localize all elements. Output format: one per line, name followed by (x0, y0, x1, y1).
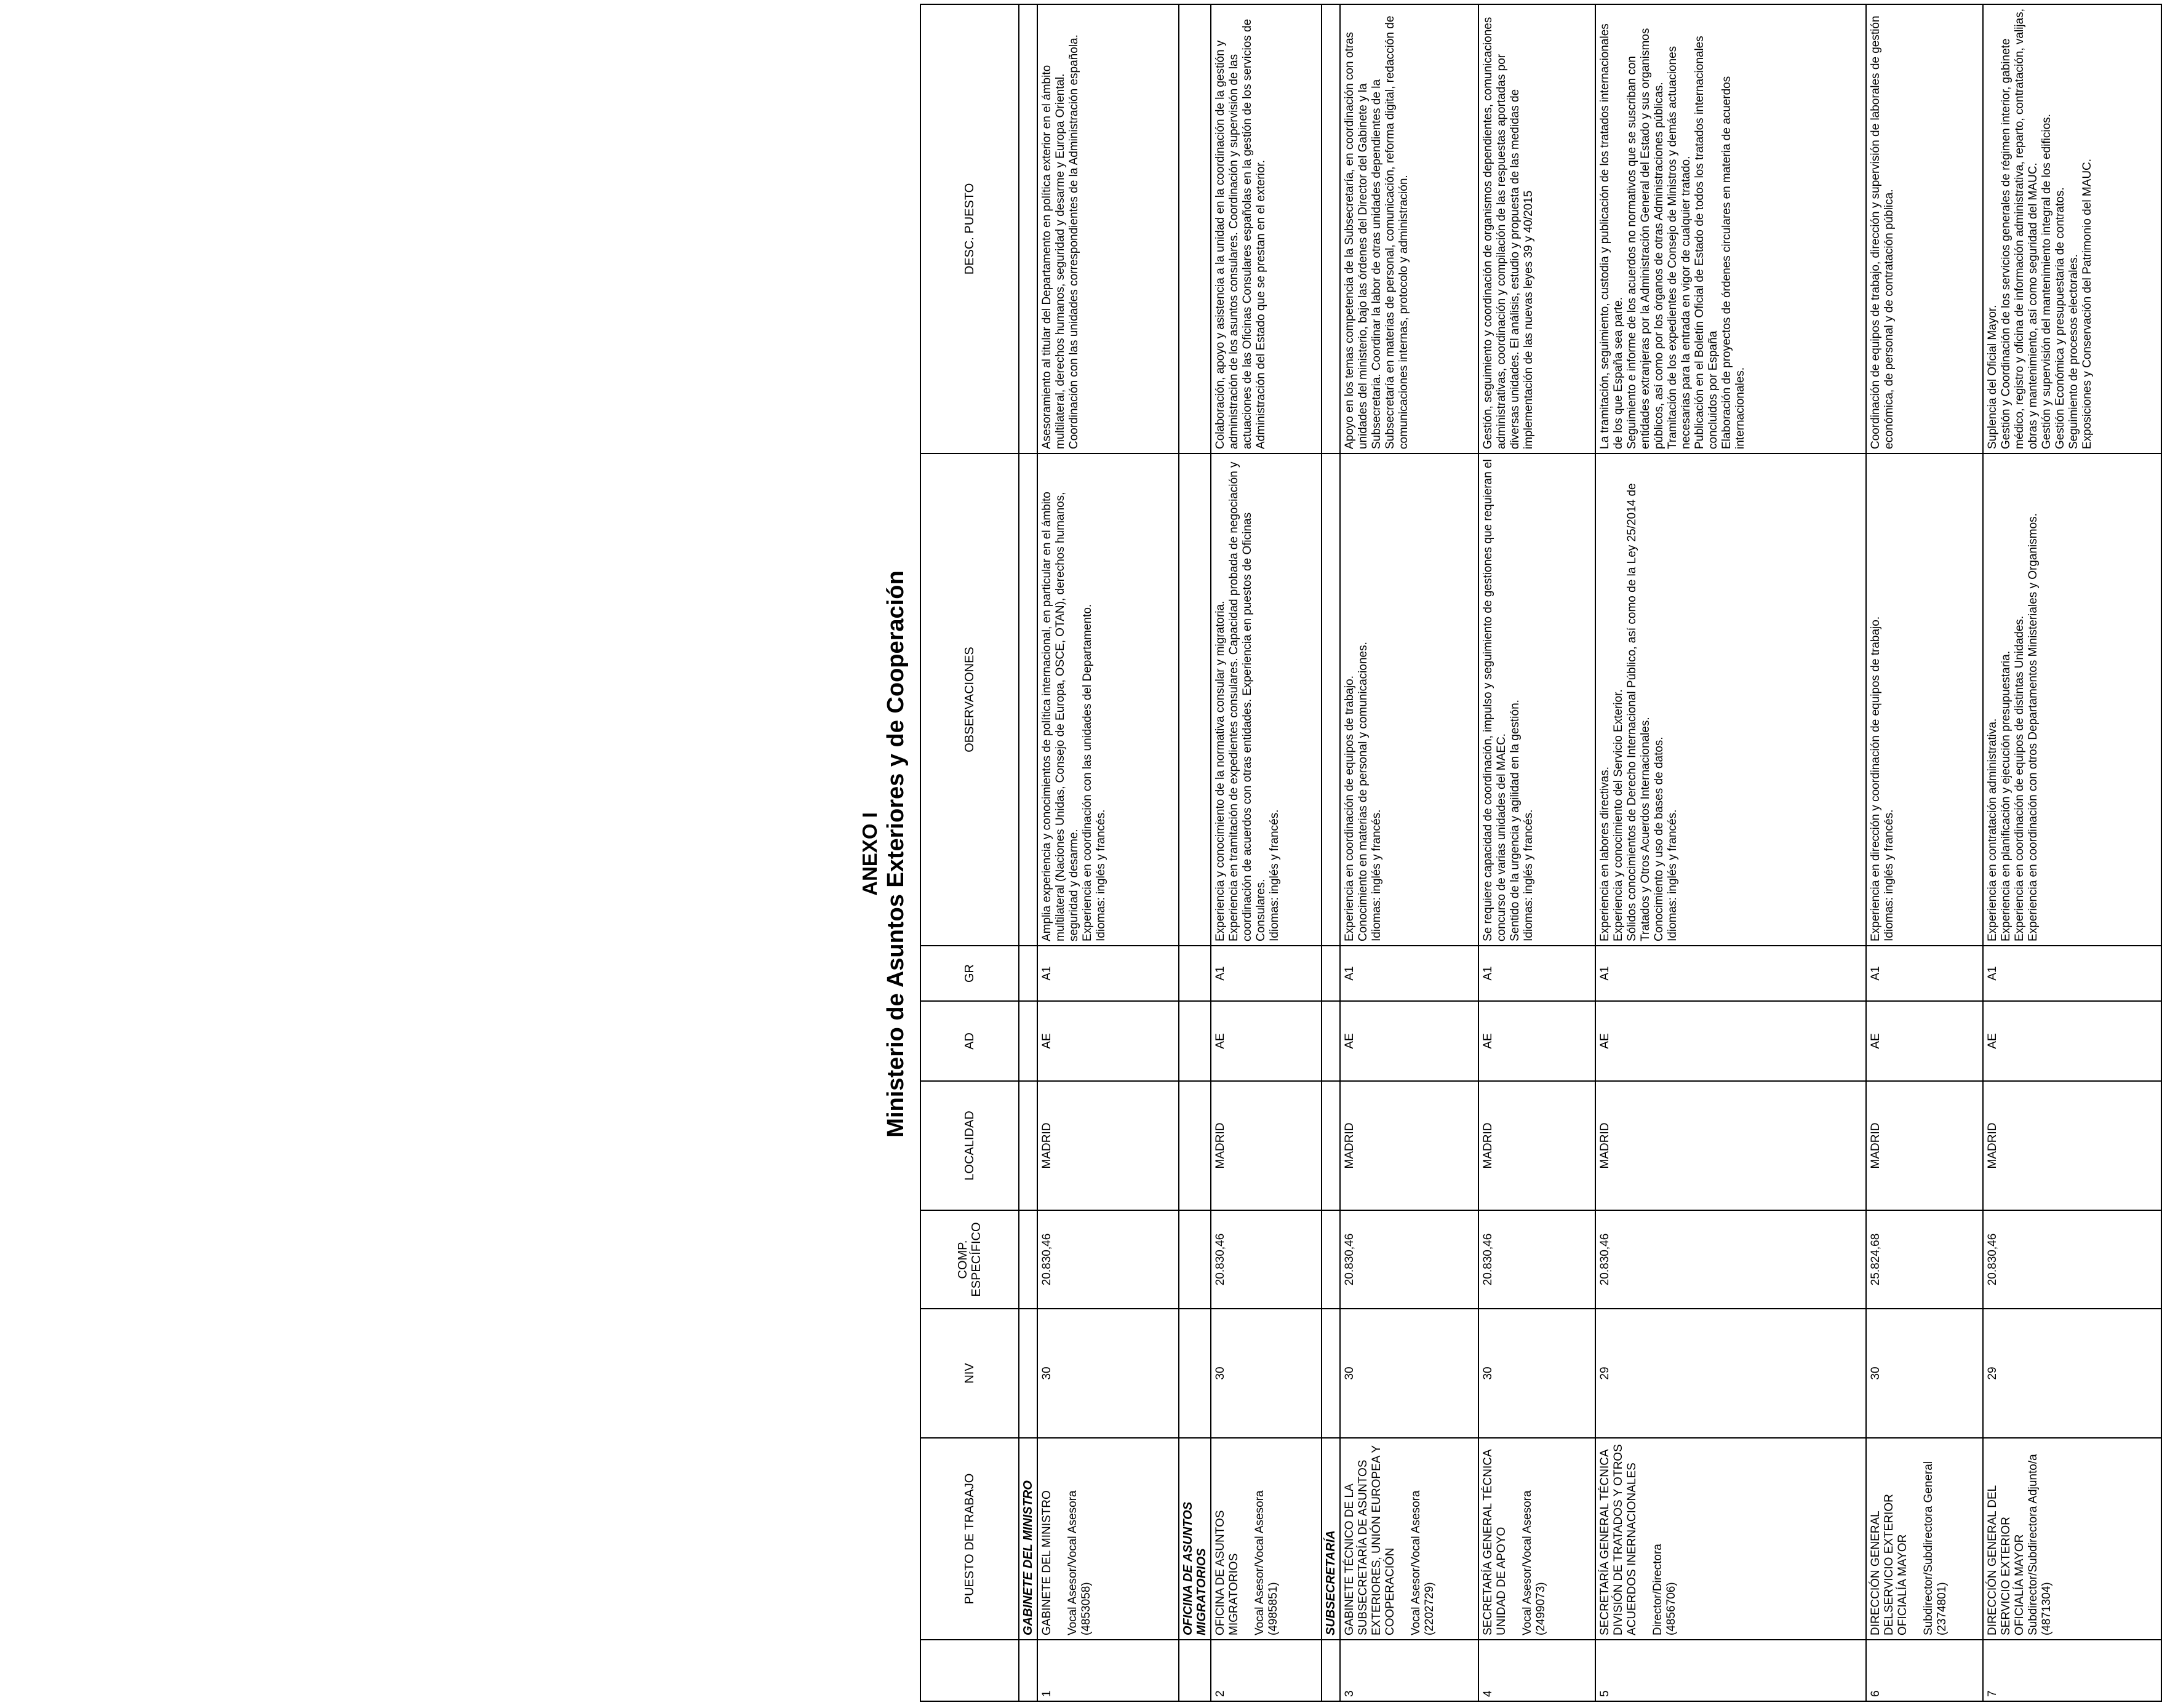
section-num-cell (1179, 1640, 1211, 1701)
row-number: 6 (1866, 1640, 1983, 1701)
localidad-value: MADRID (1595, 1081, 1866, 1210)
comp-value: 25.824,68 (1866, 1210, 1983, 1309)
puesto-cell (1211, 1438, 1322, 1640)
col-header-gr: GR (920, 946, 1019, 1001)
localidad-value: MADRID (1340, 1081, 1478, 1210)
section-empty-cell (1322, 1081, 1340, 1210)
obs-value: Experiencia en labores directivas. Experiencia y conocimiento del Servicio Exterior. Sólidos conocimientos de Derecho Internacional Público, así como de la Ley 25/2014 de Tratados y Otros Acuerdos Internacionales. Conocimiento y uso de bases de datos. Idiomas: inglés y francés. (1595, 453, 1866, 946)
niv-value: 30 (1340, 1309, 1478, 1438)
localidad-value: MADRID (1866, 1081, 1983, 1210)
desc-value: Coordinación de equipos de trabajo, dirección y supervisión de laborales de gestión económica, de personal y de contratación pública. (1866, 4, 1983, 453)
section-empty-cell (1322, 1210, 1340, 1309)
post-name: Subdirector/Subdirectora General (2374801) (1922, 1461, 1949, 1635)
post-name: Vocal Asesor/Vocal Asesora (2499073) (1521, 1490, 1547, 1635)
row-number: 1 (1037, 1640, 1179, 1701)
table-row (1340, 4, 1478, 1701)
unit-name: GABINETE TÉCNICO DE LA SUBSECRETARÍA DE ASUNTOS EXTERIORES, UNIÓN EUROPEA Y COOPERACIÓN (1343, 1445, 1397, 1635)
niv-value: 30 (1211, 1309, 1322, 1438)
col-header-ad: AD (920, 1001, 1019, 1081)
unit-name: SECRETARÍA GENERAL TÉCNICA DIVISIÓN DE TRATADOS Y OTROS ACUERDOS INERNACIONALES (1598, 1444, 1638, 1635)
unit-name: DIRECCIÓN GENERAL DELSERVICIO EXTERIOR OFICIALÍA MAYOR (1869, 1494, 1909, 1635)
gr-value: A1 (1340, 946, 1478, 1001)
col-header-desc: DESC. PUESTO (920, 4, 1019, 453)
section-empty-cell (1019, 1309, 1037, 1438)
unit-name: GABINETE DEL MINISTRO (1040, 1490, 1053, 1635)
gr-value: A1 (1595, 946, 1866, 1001)
ad-value: AE (1983, 1001, 2161, 1081)
niv-value: 30 (1037, 1309, 1179, 1438)
ad-value: AE (1211, 1001, 1322, 1081)
ministry-title: Ministerio de Asuntos Exteriores y de Cooperación (883, 570, 909, 1138)
section-empty-cell (1179, 1210, 1211, 1309)
section-num-cell (1322, 1640, 1340, 1701)
ad-value: AE (1340, 1001, 1478, 1081)
desc-value: La tramitación, seguimiento, custodia y publicación de los tratados internacionales de los que España sea parte. Seguimiento e informe de los acuerdos no normativos que se suscriban con entidades extranjeras por la Administración General del Estado y sus organismos públicos, así como por los órganos de otras Administraciones públicas. Tramitación de los expedientes de Consejo de Ministros y demás actuaciones necesarias para la entrada en vigor de cualquier tratado. Publicación en el Boletín Oficial de Estado de todos los tratados internacionales concluidos por España Elaboración de proyectos de órdenes circulares en materia de acuerdos internacionales. (1595, 4, 1866, 453)
localidad-value: MADRID (1037, 1081, 1179, 1210)
section-row (1019, 4, 1037, 1701)
row-number: 2 (1211, 1640, 1322, 1701)
table-row (1595, 4, 1866, 1701)
row-number: 7 (1983, 1640, 2161, 1701)
localidad-value: MADRID (1983, 1081, 2161, 1210)
localidad-value: MADRID (1478, 1081, 1595, 1210)
comp-value: 20.830,46 (1211, 1210, 1322, 1309)
niv-value: 30 (1478, 1309, 1595, 1438)
desc-value: Colaboración, apoyo y asistencia a la unidad en la coordinación de la gestión y administración de los asuntos consulares. Coordinación y supervisión de las actuaciones de las Oficinas Consulares españolas en la gestión de los servicios de Administración del Estado que se prestan en el exterior. (1211, 4, 1322, 453)
puesto-cell (1866, 1438, 1983, 1640)
ad-value: AE (1037, 1001, 1179, 1081)
gr-value: A1 (1866, 946, 1983, 1001)
section-empty-cell (1019, 1210, 1037, 1309)
col-header-obs: OBSERVACIONES (920, 453, 1019, 946)
annex-title: ANEXO I (858, 812, 881, 896)
section-empty-cell (1019, 1081, 1037, 1210)
obs-value: Experiencia en coordinación de equipos de trabajo. Conocimiento en materias de personal y comunicaciones. Idiomas: inglés y francés. (1340, 453, 1478, 946)
post-name: Vocal Asesor/Vocal Asesora (4853058) (1066, 1490, 1093, 1635)
comp-value: 20.830,46 (1478, 1210, 1595, 1309)
section-empty-cell (1179, 4, 1211, 453)
post-name: Subdirector/Subdirectora Adjunto/a (4871304) (2027, 1454, 2053, 1635)
gr-value: A1 (1211, 946, 1322, 1001)
puesto-cell (1037, 1438, 1179, 1640)
puesto-cell (1478, 1438, 1595, 1640)
positions-table (920, 4, 2162, 1702)
unit-name: SECRETARÍA GENERAL TÉCNICA UNIDAD DE APOYO (1482, 1449, 1508, 1635)
niv-value: 30 (1866, 1309, 1983, 1438)
post-name: Director/Directora (4856706) (1651, 1544, 1678, 1635)
puesto-cell (1595, 1438, 1866, 1640)
section-empty-cell (1179, 1081, 1211, 1210)
table-header-row (920, 4, 1019, 1701)
obs-value: Se requiere capacidad de coordinación, impulso y seguimiento de gestiones que requieran el concurso de varias unidades del MAEC. Sentido de la urgencia y agilidad en la gestión. Idiomas: inglés y francés. (1478, 453, 1595, 946)
desc-value: Gestión, seguimiento y coordinación de organismos dependientes, comunicaciones administrativas, coordinación y compilación de las respuestas aportadas por diversas unidades. El análisis, estudio y propuesta de las medidas de implementación de las nuevas leyes 39 y 40/2015 (1478, 4, 1595, 453)
comp-value: 20.830,46 (1037, 1210, 1179, 1309)
section-empty-cell (1322, 1001, 1340, 1081)
section-empty-cell (1322, 946, 1340, 1001)
niv-value: 29 (1983, 1309, 2161, 1438)
col-header-num (920, 1640, 1019, 1701)
section-empty-cell (1322, 1309, 1340, 1438)
puesto-cell (1983, 1438, 2161, 1640)
obs-value: Experiencia y conocimiento de la normativa consular y migratoria. Experiencia en tramitación de expedientes consulares. Capacidad probada de negociación y coordinación de acuerdos con otras entidades. Experiencia en puestos de Oficinas Consulares. Idiomas: inglés y francés. (1211, 453, 1322, 946)
obs-value: Experiencia en dirección y coordinación de equipos de trabajo. Idiomas: inglés y francés. (1866, 453, 1983, 946)
desc-value: Asesoramiento al titular del Departamento en política exterior en el ámbito multilateral, derechos humanos, seguridad y desarme y Europa Oriental. Coordinación con las unidades correspondientes de la Administración española. (1037, 4, 1179, 453)
section-empty-cell (1322, 4, 1340, 453)
desc-value: Suplencia del Oficial Mayor. Gestión y Coordinación de los servicios generales de régimen interior, gabinete médico, registro y oficina de información administrativa, reparto, contratación, valijas, obras y mantenimiento, así como seguridad del MAUC. Gestión y supervisión del mantenimiento integral de los edificios. Gestión Económica y presupuestaria de contratos. Seguimiento de procesos electorales. Exposiciones y Conservación del Patrimonio del MAUC. (1983, 4, 2161, 453)
obs-value: Experiencia en contratación administrativa. Experiencia en planificación y ejecución presupuestaria. Experiencia en coordinación de equipos de distintas Unidades. Experiencia en coordinación con otros Departamentos Ministeriales y Organismos. (1983, 453, 2161, 946)
section-label: GABINETE DEL MINISTRO (1019, 1438, 1037, 1640)
section-empty-cell (1019, 1001, 1037, 1081)
col-header-puesto: PUESTO DE TRABAJO (920, 1438, 1019, 1640)
ad-value: AE (1866, 1001, 1983, 1081)
col-header-localidad: LOCALIDAD (920, 1081, 1019, 1210)
row-number: 3 (1340, 1640, 1478, 1701)
table-row (1983, 4, 2161, 1701)
table-row (1211, 4, 1322, 1701)
gr-value: A1 (1037, 946, 1179, 1001)
section-row (1322, 4, 1340, 1701)
gr-value: A1 (1478, 946, 1595, 1001)
ad-value: AE (1478, 1001, 1595, 1081)
desc-value: Apoyo en los temas competencia de la Subsecretaría, en coordinación con otras unidades del ministerio, bajo las órdenes del Director del Gabinete y la Subsecretaria. Coordinar la labor de otras unidades dependientes de la Subsecretaría en materias de personal, comunicación, reforma digital, redacción de comunicaciones internas, protocolo y administración. (1340, 4, 1478, 453)
obs-value: Amplia experiencia y conocimientos de política internacional, en particular en el ámbito multilateral (Naciones Unidas, Consejo de Europa, OSCE, OTAN), derechos humanos, seguridad y desarme. Experiencia en coordinación con las unidades del Departamento. Idiomas: inglés y francés. (1037, 453, 1179, 946)
comp-value: 20.830,46 (1983, 1210, 2161, 1309)
gr-value: A1 (1983, 946, 2161, 1001)
ad-value: AE (1595, 1001, 1866, 1081)
section-empty-cell (1322, 453, 1340, 946)
section-num-cell (1019, 1640, 1037, 1701)
table-row (1478, 4, 1595, 1701)
comp-value: 20.830,46 (1595, 1210, 1866, 1309)
table-row (1866, 4, 1983, 1701)
unit-name: DIRECCIÓN GENERAL DEL SERVICIO EXTERIOR OFICIALÍA MAYOR (1986, 1485, 2026, 1635)
post-name: Vocal Asesor/Vocal Asesora (4985851) (1253, 1490, 1280, 1635)
comp-value: 20.830,46 (1340, 1210, 1478, 1309)
table-row (1037, 4, 1179, 1701)
section-row (1179, 4, 1211, 1701)
col-header-comp: COMP. ESPECÍFICO (920, 1210, 1019, 1309)
col-header-niv: NIV (920, 1309, 1019, 1438)
section-empty-cell (1019, 4, 1037, 453)
localidad-value: MADRID (1211, 1081, 1322, 1210)
section-empty-cell (1019, 453, 1037, 946)
section-label: SUBSECRETARÍA (1322, 1438, 1340, 1640)
section-empty-cell (1179, 946, 1211, 1001)
section-empty-cell (1179, 1001, 1211, 1081)
section-empty-cell (1019, 946, 1037, 1001)
row-number: 5 (1595, 1640, 1866, 1701)
section-label: OFICINA DE ASUNTOS MIGRATORIOS (1179, 1438, 1211, 1640)
section-empty-cell (1179, 1309, 1211, 1438)
post-name: Vocal Asesor/Vocal Asesora (2202729) (1410, 1490, 1436, 1635)
row-number: 4 (1478, 1640, 1595, 1701)
unit-name: OFICINA DE ASUNTOS MIGRATORIOS (1214, 1510, 1240, 1635)
niv-value: 29 (1595, 1309, 1866, 1438)
puesto-cell (1340, 1438, 1478, 1640)
section-empty-cell (1179, 453, 1211, 946)
